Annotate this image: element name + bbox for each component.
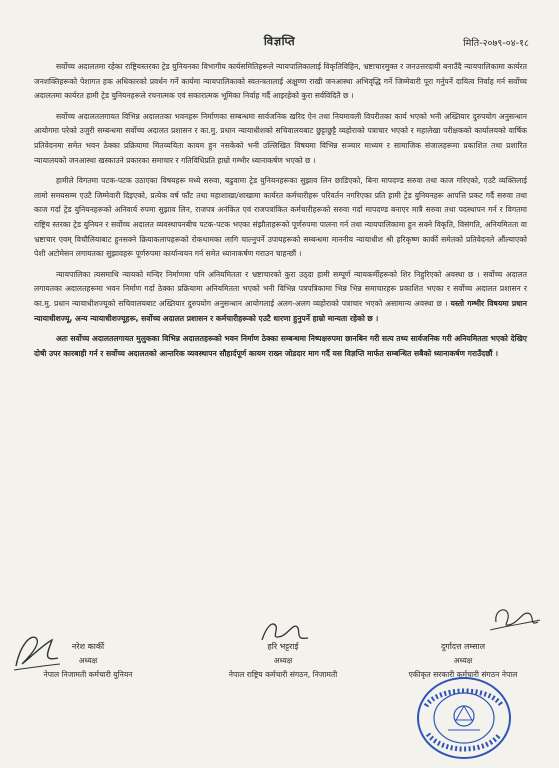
signature-durgadatta-lamsal xyxy=(484,600,544,638)
paragraph-conclusion: अतः सर्वोच्च अदालतलगायत मुलुकका विभिन्न अदालतहरूको भवन निर्माण ठेक्का सम्बन्धमा निष्पक्षरुपमा छानबिन गरी सत्य तथ्य सार्वजनिक गरी अनियमितता भएको देखिए दोषी उपर कारबाही गर्न र सर्वोच्च अदालतको आन्तरिक व्यवस्थापन सौहार्दपूर्ण कायम राख्न जोडदार माग गर्दै यस विज्ञप्ति मार्फत सम्बन्धित सबैको ध्यानाकर्षण गराउँदछौं । xyxy=(34,334,527,358)
signatory-2-name: हरि भट्टराई xyxy=(267,642,299,651)
paragraph-situation xyxy=(34,268,527,326)
paragraph-demands: हामीले विगतमा पटक-पटक उठाएका विषयहरू मध्ये सरुवा, बढुवामा ट्रेड युनियनहरूका सुझाव लिन छाडिएको, बिना मापदण्ड सरुवा तथा काज गरिएको, एउटै व्यक्तिलाई लामो समयसम्म एउटै जिम्मेवारी दिइएको, प्रत्येक वर्ष फाँट तथा महाशाखा/शाखामा कार्यरत कर्मचारीहरू परिवर्तन नगरिएका प्रति हामी ट्रेड युनियनहरू आपत्ति प्रकट गर्दै सरुवा तथा काज गर्दा ट्रेड युनियनहरूको अनिवार्य रुपमा सुझाव लिन, राजपत्र अनंकित एवं राजपत्रांकित कर्मचारीहरूको सरुवा गर्दा मापदण्ड बनाएर मात्रै सरुवा तथा पदस्थापन गर्न र विगतमा राष्ट्रिय स्तरका ट्रेड युनियन र सर्वोच्च अदालत व्यवस्थापनबीच पटक-पटक भएका संझौताहरूको पूर्णरुपमा पालना गर्न तथा न्यायपालिकामा हुन सक्ने विकृति, विसंगति, अनियमितता वा भ्रष्टाचार एवम् विचौलियाबाट हुनसक्ने क्रियाकलापहरूको रोकथामका लागि चाल्नुपर्ने उपायहरूको सम्बन्धमा माननीय न्यायाधीश श्री हरिकृष्ण कार्की समेतको प्रतिवेदनले औंल्याएको पेशी अटोमेसन लगायतका सुझावहरू पूर्णरुपमा कार्यान्वयन गर्न समेत ध्यानाकर्षण गराउन चाहन्छौं । xyxy=(34,176,527,259)
organization-seal xyxy=(412,672,516,762)
signatory-3-post: अध्यक्ष xyxy=(453,656,473,665)
document-body xyxy=(34,60,527,367)
paragraph-situation-text: न्यायपालिका त्यसमाथि न्यायको मन्दिर निर्माणमा पनि अनियमितता र भ्रष्टाचारको कुरा उठ्दा हामी सम्पूर्ण न्यायकर्मीहरूको शिर निहुरिएको अवस्था छ । सर्वोच्च अदालत लगायतका अदालतहरूमा भवन निर्माण गर्दा ठेक्का प्रक्रियामा अनियमितता भएको भनी विभिन्न पत्रपत्रिकामा भिन्न भिन्न समाचारहरू प्रकाशित भएका र सर्वोच्च अदालत प्रशासन र का.मु. प्रधान न्यायाधीशज्यूको सचिवालयबाट अख्तियार दुरुपयोग अनुसन्धान आयोगलाई अलग-अलग व्यहोराको पत्राचार भएको असामान्य अवस्था छ । xyxy=(34,269,527,308)
signatory-2 xyxy=(208,640,358,682)
signatory-1-org: नेपाल निजामती कर्मचारी युनियन xyxy=(43,670,133,679)
paragraph-intro: सर्वोच्च अदालतमा रहेका राष्ट्रियस्तरका ट्रेड युनियनका विभागीय कार्यसमितिहरूले न्यायपालिकालाई विकृतिविहिन, भ्रष्टाचारमुक्त र जनउत्तरदायी बनाउँदै न्यायपालिकामा कार्यरत जनशक्तिहरूको पेशागत हक अधिकारको प्रवर्धन गर्ने कार्यमा न्यायपालिकाको स्वतन्त्रतालाई अक्षुण्ण राखी जनआस्था अभिवृद्धि गर्ने जिम्मेवारी पूरा गर्नुपर्ने दायित्व निर्वाह गर्न सर्वोच्च अदालतमा कार्यरत हामी ट्रेड युनियनहरूले रचनात्मक एवं सकारात्मक भूमिका निर्वाह गर्दै आइरहेको कुरा सर्वविदितै छ । xyxy=(34,62,527,101)
signatory-3-org: एकीकृत सरकारी कर्मचारी संगठन नेपाल xyxy=(408,670,518,679)
document-date: मिति-२०७९-०४-१८ xyxy=(463,38,529,49)
paragraph-concern: सर्वोच्च अदालतलगायत विभिन्न अदालतका भवनहरू निर्माणका सम्बन्धमा सार्वजनिक खरिद ऐन तथा नियमावली विपरीतका कार्य भएको भनी अख्तियार दुरुपयोग अनुसन्धान आयोगमा परेको उजुरी सम्बन्धमा सर्वोच्च अदालत प्रशासन र का.मु. प्रधान न्यायाधीशको सचिवालयबाट छुट्टाछुट्टै व्यहोराको पत्राचार भएको र महालेखा परीक्षकको कार्यालयको वार्षिक प्रतिवेदनमा समेत भवन ठेक्का प्रक्रियामा मितव्ययिता कायम हुन नसकेको भनी उल्लिखित विषयमा विभिन्न सञ्चार माध्यम र सामाजिक संजालहरूमा प्रकाशित तथा प्रशारित न्यायालयको जनआस्था खस्काउने प्रकारका समाचार र गतिविधिप्रति हाम्रो गम्भीर ध्यानाकर्षण भएको छ । xyxy=(34,111,527,165)
signatory-2-post: अध्यक्ष xyxy=(273,656,293,665)
signatory-3-name: दुर्गादत्त लम्साल xyxy=(440,642,486,651)
signatory-1-name: नरेश कार्की xyxy=(71,642,105,651)
signatory-2-org: नेपाल राष्ट्रिय कर्मचारी संगठन, निजामती xyxy=(228,670,338,679)
signatory-1-post: अध्यक्ष xyxy=(78,656,98,665)
paragraph-situation-emphasis: यस्तो गम्भीर विषयमा प्रधान न्यायाधीशज्यू, अन्य न्यायाधीशज्यूहरू, सर्वोच्च अदालत प्रशासन र कर्मचारीहरूको एउटै धारणा हुनुपर्ने हाम्रो मान्यता रहेको छ । xyxy=(34,298,527,323)
document-title: विज्ञप्ति xyxy=(263,34,296,48)
signatory-1 xyxy=(18,640,158,682)
